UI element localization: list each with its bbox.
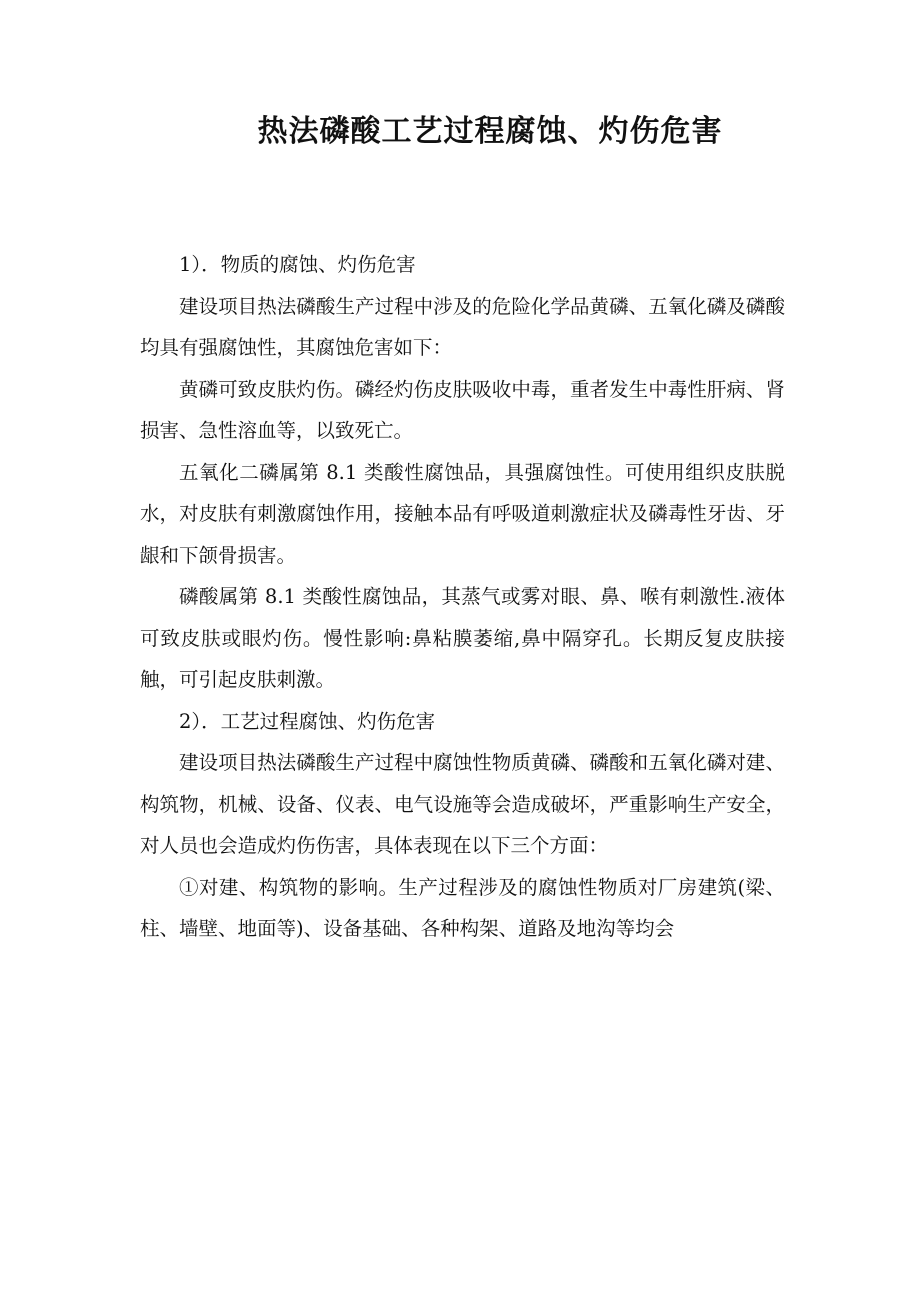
paragraph-process-corrosion-intro: 建设项目热法磷酸生产过程中腐蚀性物质黄磷、磷酸和五氧化磷对建、构筑物，机械、设备、仪表、电气设施等会造成破坏，严重影响生产安全，对人员也会造成灼伤伤害，具体表现在以下三个方面： <box>140 751 785 857</box>
paragraph-building-impact: ①对建、构筑物的影响。生产过程涉及的腐蚀性物质对厂房建筑(梁、柱、墙壁、地面等)、设备基础、各种构架、道路及地沟等均会 <box>140 875 785 940</box>
paragraph-yellow-phosphorus: 黄磷可致皮肤灼伤。磷经灼伤皮肤吸收中毒，重者发生中毒性肝病、肾损害、急性溶血等，以致死亡。 <box>140 377 785 442</box>
document-body <box>140 244 785 950</box>
paragraph-intro-hazardous-chemicals: 建设项目热法磷酸生产过程中涉及的危险化学品黄磷、五氧化磷及磷酸均具有强腐蚀性，其腐蚀危害如下： <box>140 294 785 359</box>
heading-material-corrosion: 1）．物质的腐蚀、灼伤危害 <box>179 253 416 276</box>
heading-process-corrosion: 2）．工艺过程腐蚀、灼伤危害 <box>179 709 436 733</box>
document-title: 热法磷酸工艺过程腐蚀、灼伤危害 <box>257 114 723 149</box>
paragraph-phosphoric-acid: 磷酸属第 8.1 类酸性腐蚀品，其蒸气或雾对眼、鼻、喉有刺激性.液体可致皮肤或眼灼伤。慢性影响:鼻粘膜萎缩,鼻中隔穿孔。长期反复皮肤接触，可引起皮肤刺激。 <box>140 585 785 691</box>
paragraph-phosphorus-pentoxide: 五氧化二磷属第 8.1 类酸性腐蚀品，具强腐蚀性。可使用组织皮肤脱水，对皮肤有刺激腐蚀作用，接触本品有呼吸道刺激症状及磷毒性牙齿、牙龈和下颌骨损害。 <box>140 460 785 567</box>
